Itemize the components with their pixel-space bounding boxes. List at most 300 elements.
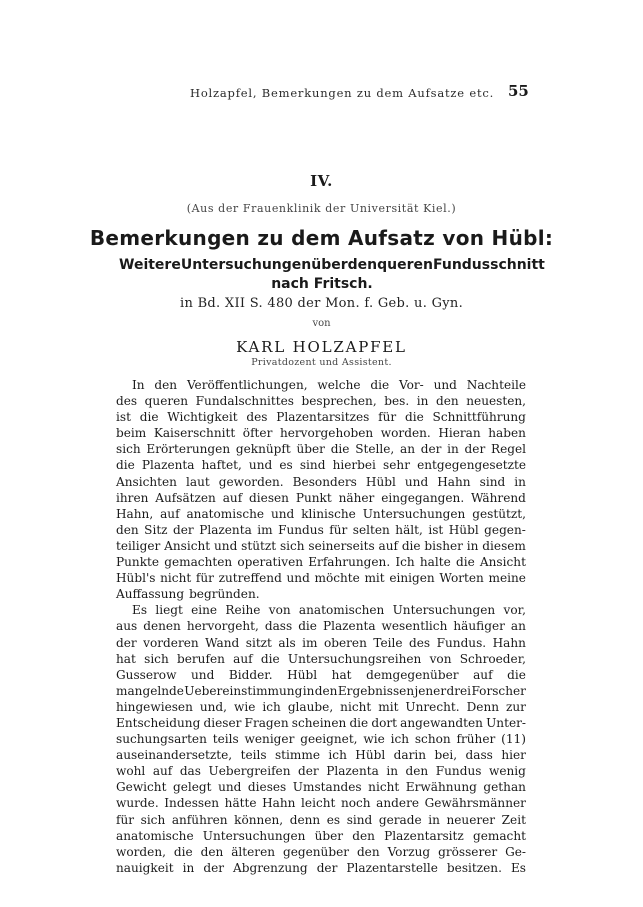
word: Vorzug	[387, 844, 431, 859]
text-line	[116, 602, 526, 618]
word: bes.	[384, 394, 410, 409]
word: auf	[473, 667, 493, 682]
word: stimme	[274, 748, 320, 763]
word: gethan	[483, 780, 526, 795]
word: Untersuchungen	[392, 603, 496, 618]
word: Erwähnung	[405, 780, 477, 795]
word: von	[268, 603, 291, 618]
subtitle-word: Fundusschnitt	[432, 257, 545, 273]
word: wie	[363, 732, 385, 747]
word: die	[116, 458, 135, 473]
word: Gewährsmänner	[424, 796, 526, 811]
word: die	[507, 667, 526, 682]
word: gemachten	[164, 555, 233, 570]
word: Worten	[439, 571, 484, 586]
word: dieses	[247, 780, 287, 795]
word: Punkt	[295, 490, 332, 505]
word: Fundus	[278, 522, 324, 537]
word: Unter-	[486, 715, 526, 730]
word: Es	[510, 860, 526, 875]
word: und,	[199, 699, 228, 714]
subtitle-word: Weitere	[119, 257, 181, 273]
word: Hübl's	[116, 571, 156, 586]
word: beim	[116, 426, 147, 441]
text-line	[116, 618, 526, 634]
word: geeignet,	[300, 732, 358, 747]
word: welche	[317, 378, 361, 392]
word: Erfahrungen.	[308, 555, 391, 570]
word: ich	[262, 699, 281, 714]
text-line	[116, 522, 526, 538]
word: die	[455, 555, 475, 570]
word: Untersuchungen	[362, 506, 466, 521]
word: Umstandes	[292, 780, 362, 795]
word: operativen	[237, 555, 304, 570]
word: Reihe	[225, 603, 261, 618]
word: und	[191, 667, 215, 682]
word: des	[409, 635, 431, 650]
word: in	[466, 538, 479, 553]
word: oberen	[323, 635, 367, 650]
word: aus	[116, 619, 138, 634]
word: nauigkeit	[116, 860, 174, 875]
word: ich	[390, 732, 410, 747]
word: ihren	[116, 490, 149, 505]
word: hätte	[224, 796, 257, 811]
word: Besonders	[292, 474, 357, 489]
word: der	[203, 860, 225, 875]
word: liegt	[155, 603, 183, 618]
word: Ansichten	[116, 474, 177, 489]
article-subtitle	[119, 256, 545, 294]
word: bisher	[424, 538, 463, 553]
text-line	[116, 731, 526, 747]
text-line	[116, 812, 526, 828]
word: zutreffend	[218, 571, 282, 586]
word: der	[316, 860, 338, 875]
word: anatomische	[186, 506, 265, 521]
word: Unrecht.	[405, 699, 460, 714]
word: vor,	[503, 603, 526, 618]
word: halte	[419, 555, 451, 570]
word: meine	[488, 571, 526, 586]
word: Indessen	[164, 796, 220, 811]
word: von	[429, 651, 452, 666]
word: diesen	[249, 490, 289, 505]
word: Plazentarstelle	[346, 860, 438, 875]
journal-reference: in Bd. XII S. 480 der Mon. f. Geb. u. Gyn.	[180, 296, 463, 311]
word: der	[464, 442, 486, 457]
word: dort	[371, 715, 398, 730]
text-line	[116, 538, 526, 554]
text-line	[116, 828, 526, 844]
word: häufiger	[453, 619, 505, 634]
word: gegen-	[484, 522, 526, 537]
word: gemacht	[472, 828, 526, 843]
word: der	[420, 442, 442, 457]
text-line	[116, 457, 526, 473]
word: wohl	[116, 764, 146, 779]
word: eine	[191, 603, 218, 618]
word: diesem	[482, 538, 526, 553]
subtitle-word: queren	[377, 257, 433, 273]
word: sich	[140, 812, 166, 827]
word: den	[116, 522, 139, 537]
word: sich	[279, 538, 305, 553]
word: darin	[393, 748, 427, 763]
word: des	[246, 410, 268, 425]
word: Bidder.	[228, 667, 273, 682]
word: Hahn	[437, 474, 471, 489]
word: und	[214, 538, 238, 553]
word: sich	[116, 442, 141, 457]
word: der	[173, 522, 194, 537]
word: nicht	[368, 780, 400, 795]
word: worden.	[380, 426, 431, 441]
word: an	[510, 619, 526, 634]
subtitle-word: den	[347, 257, 378, 273]
word: auf	[160, 506, 180, 521]
word: an	[399, 442, 415, 457]
word: Schroeder,	[459, 651, 526, 666]
word: neuerer	[446, 812, 496, 827]
word: des	[116, 394, 138, 409]
word: möchte	[314, 571, 360, 586]
word: Fragen	[244, 715, 289, 730]
word: in	[428, 812, 440, 827]
word: Abgrenzung	[233, 860, 308, 875]
word: Fundalschnittes	[195, 394, 294, 409]
word: sich	[144, 651, 169, 666]
text-line	[116, 860, 526, 876]
word: nicht	[340, 699, 372, 714]
word: hervorgehoben	[279, 426, 374, 441]
word: laut	[186, 474, 210, 489]
text-line	[116, 651, 526, 667]
text-line	[116, 667, 526, 683]
word: teils	[240, 748, 267, 763]
word: ich	[328, 748, 347, 763]
institution-line: (Aus der Frauenklinik der Universität Kiel.)	[186, 202, 457, 215]
word: näher	[338, 490, 375, 505]
word: Uebereinstimmung	[184, 683, 303, 698]
word: In	[132, 378, 145, 392]
word: in	[182, 860, 195, 875]
running-head: Holzapfel, Bemerkungen zu dem Aufsatze etc.	[190, 86, 495, 100]
word: gelegt	[173, 780, 212, 795]
word: Hahn,	[116, 506, 154, 521]
text-line	[116, 554, 526, 570]
word: Fundus	[435, 764, 482, 779]
word: die	[370, 378, 390, 392]
word: haftet,	[201, 458, 242, 473]
word: sehr	[383, 458, 410, 473]
word: Untersuchungsreihen	[287, 651, 422, 666]
word: Gewicht	[116, 780, 167, 795]
word: den	[405, 764, 429, 779]
text-line	[116, 490, 526, 506]
word: der	[116, 635, 137, 650]
word: queren	[144, 394, 189, 409]
word: begründen.	[189, 587, 260, 602]
word: Es	[132, 603, 148, 618]
word: Aufsätzen	[155, 490, 216, 505]
word: Erörterungen	[146, 442, 231, 457]
word: Hahn	[262, 796, 296, 811]
word: die	[139, 410, 159, 425]
word: besprechen,	[301, 394, 377, 409]
word: Wand	[205, 635, 240, 650]
text-line	[116, 586, 526, 602]
word: glaube,	[287, 699, 334, 714]
word: sind	[299, 458, 326, 473]
word: Fundus.	[436, 635, 487, 650]
word: für	[329, 522, 348, 537]
word: bei,	[434, 748, 458, 763]
word: Hübl	[448, 522, 479, 537]
word: angewandten	[400, 715, 483, 730]
word: ist	[428, 522, 444, 537]
text-line	[116, 683, 526, 699]
text-line	[116, 425, 526, 441]
subtitle-word: Untersuchungen	[180, 257, 312, 273]
word: Hübl	[287, 667, 318, 682]
word: Zeit	[501, 812, 526, 827]
word: neuesten,	[466, 394, 526, 409]
word: über	[296, 442, 325, 457]
word: mit	[378, 699, 399, 714]
word: Forscher	[471, 683, 526, 698]
word: sind	[479, 474, 506, 489]
article-title: Bemerkungen zu dem Aufsatz von Hübl:	[89, 226, 554, 250]
word: sind	[346, 812, 373, 827]
word: seinerseits	[308, 538, 375, 553]
word: es	[279, 458, 293, 473]
word: älteren	[231, 844, 276, 859]
word: weniger	[244, 732, 295, 747]
word: und	[286, 571, 310, 586]
word: haben	[488, 426, 526, 441]
word: Hübl	[365, 474, 396, 489]
word: Plazentarsitzes	[276, 410, 370, 425]
word: noch	[340, 796, 371, 811]
word: scheinen	[291, 715, 347, 730]
word: Hieran	[438, 426, 481, 441]
text-line	[116, 699, 526, 715]
word: Schnittführung	[432, 410, 526, 425]
word: geworden.	[218, 474, 284, 489]
word: worden,	[116, 844, 166, 859]
word: Plazenta	[326, 764, 379, 779]
subtitle-line-2: nach Fritsch.	[271, 276, 373, 292]
word: Ansicht	[479, 555, 526, 570]
text-line	[116, 795, 526, 811]
word: wurde.	[116, 796, 159, 811]
word: und	[404, 474, 429, 489]
text-line	[116, 570, 526, 586]
word: wesentlich	[381, 619, 448, 634]
section-numeral: IV.	[310, 172, 333, 190]
word: die	[298, 619, 317, 634]
text-line	[116, 844, 526, 860]
word: Auffassung	[116, 587, 185, 602]
word: anatomischen	[298, 603, 385, 618]
word: schon	[414, 732, 451, 747]
word: gestützt,	[472, 506, 526, 521]
von-label: von	[312, 318, 331, 329]
text-line	[116, 377, 526, 393]
word: anatomische	[116, 828, 194, 843]
word: vorderen	[143, 635, 199, 650]
word: den	[356, 844, 380, 859]
word: wenig	[488, 764, 526, 779]
word: im	[257, 522, 273, 537]
word: teiliger	[116, 538, 161, 553]
word: den	[435, 394, 459, 409]
word: ist	[116, 410, 131, 425]
word: Entscheidung	[116, 715, 201, 730]
word: hat	[331, 667, 352, 682]
word: gegenüber	[282, 844, 350, 859]
word: in	[416, 394, 429, 409]
word: Stelle,	[355, 442, 395, 457]
text-line	[116, 715, 526, 731]
word: hier	[501, 748, 526, 763]
word: Vor-	[398, 378, 424, 392]
word: anführen	[171, 812, 228, 827]
word: der	[298, 764, 319, 779]
word: berufen	[177, 651, 225, 666]
word: demgegenüber	[366, 667, 459, 682]
word: und	[248, 458, 273, 473]
word: auf	[152, 764, 173, 779]
word: nicht	[160, 571, 192, 586]
word: eingegangen.	[381, 490, 465, 505]
word: für	[378, 410, 397, 425]
text-line	[116, 441, 526, 457]
word: hält,	[395, 522, 423, 537]
text-line	[116, 474, 526, 490]
word: das	[179, 764, 201, 779]
text-line	[116, 409, 526, 425]
word: Untersuchungen	[202, 828, 306, 843]
word: Teile	[373, 635, 403, 650]
word: mangelnde	[116, 683, 184, 698]
word: die	[401, 538, 421, 553]
word: zur	[506, 699, 526, 714]
word: leicht	[301, 796, 336, 811]
word: auf	[233, 651, 253, 666]
word: können,	[234, 812, 284, 827]
word: denn	[289, 812, 321, 827]
word: Während	[471, 490, 526, 505]
word: wie	[234, 699, 256, 714]
subtitle-line-1	[119, 256, 545, 275]
word: Hübl	[355, 748, 386, 763]
word: und	[433, 378, 457, 392]
word: die	[330, 442, 350, 457]
word: in	[514, 474, 526, 489]
word: dieser	[203, 715, 242, 730]
word: in	[302, 683, 315, 698]
word: Ergebnissen	[337, 683, 415, 698]
word: sitzt	[245, 635, 272, 650]
word: Plazenta	[199, 522, 252, 537]
author-name: KARL HOLZAPFEL	[236, 338, 407, 356]
text-line	[116, 763, 526, 779]
author-position: Privatdozent und Assistent.	[251, 357, 392, 368]
word: und	[270, 506, 295, 521]
subtitle-word: über	[311, 257, 348, 273]
word: stützt	[241, 538, 277, 553]
word: es	[326, 812, 341, 827]
text-line	[116, 506, 526, 522]
page-number: 55	[508, 82, 529, 100]
word: denen	[143, 619, 181, 634]
word: Uebergreifen	[208, 764, 291, 779]
word: den	[154, 378, 178, 392]
word: (11)	[501, 732, 526, 747]
word: über	[314, 828, 344, 843]
word: besitzen.	[446, 860, 502, 875]
word: die	[260, 651, 280, 666]
word: als	[278, 635, 296, 650]
text-line	[116, 779, 526, 795]
word: Ge-	[505, 844, 526, 859]
word: und	[218, 780, 242, 795]
word: gerade	[378, 812, 422, 827]
word: hervorgeht,	[186, 619, 259, 634]
word: Kaiserschnitt	[153, 426, 236, 441]
word: die	[349, 715, 369, 730]
word: den	[352, 828, 375, 843]
word: hierbei	[332, 458, 376, 473]
word: dass	[264, 619, 293, 634]
word: andere	[376, 796, 420, 811]
word: Regel	[490, 442, 526, 457]
word: in	[447, 442, 459, 457]
text-line	[116, 747, 526, 763]
word: Plazenta	[322, 619, 376, 634]
word: Plazenta	[141, 458, 195, 473]
word: die	[404, 410, 424, 425]
word: suchungsarten	[116, 732, 207, 747]
word: Hahn	[492, 635, 526, 650]
word: im	[302, 635, 318, 650]
text-line	[116, 635, 526, 651]
word: die	[173, 844, 193, 859]
word: einigen	[389, 571, 435, 586]
word: Gusserow	[116, 667, 177, 682]
word: Sitz	[144, 522, 168, 537]
word: Ich	[395, 555, 415, 570]
word: Nachteile	[466, 378, 526, 392]
word: in	[386, 764, 399, 779]
word: drei	[446, 683, 472, 698]
word: entgegengesetzte	[417, 458, 526, 473]
word: den	[200, 844, 224, 859]
word: Denn	[466, 699, 500, 714]
word: öfter	[242, 426, 273, 441]
word: dass	[465, 748, 493, 763]
word: den	[314, 683, 338, 698]
word: jener	[414, 683, 447, 698]
word: auseinandersetzte,	[116, 748, 233, 763]
text-line	[116, 393, 526, 409]
body-text	[116, 377, 526, 876]
word: hingewiesen	[116, 699, 193, 714]
word: selten	[352, 522, 390, 537]
